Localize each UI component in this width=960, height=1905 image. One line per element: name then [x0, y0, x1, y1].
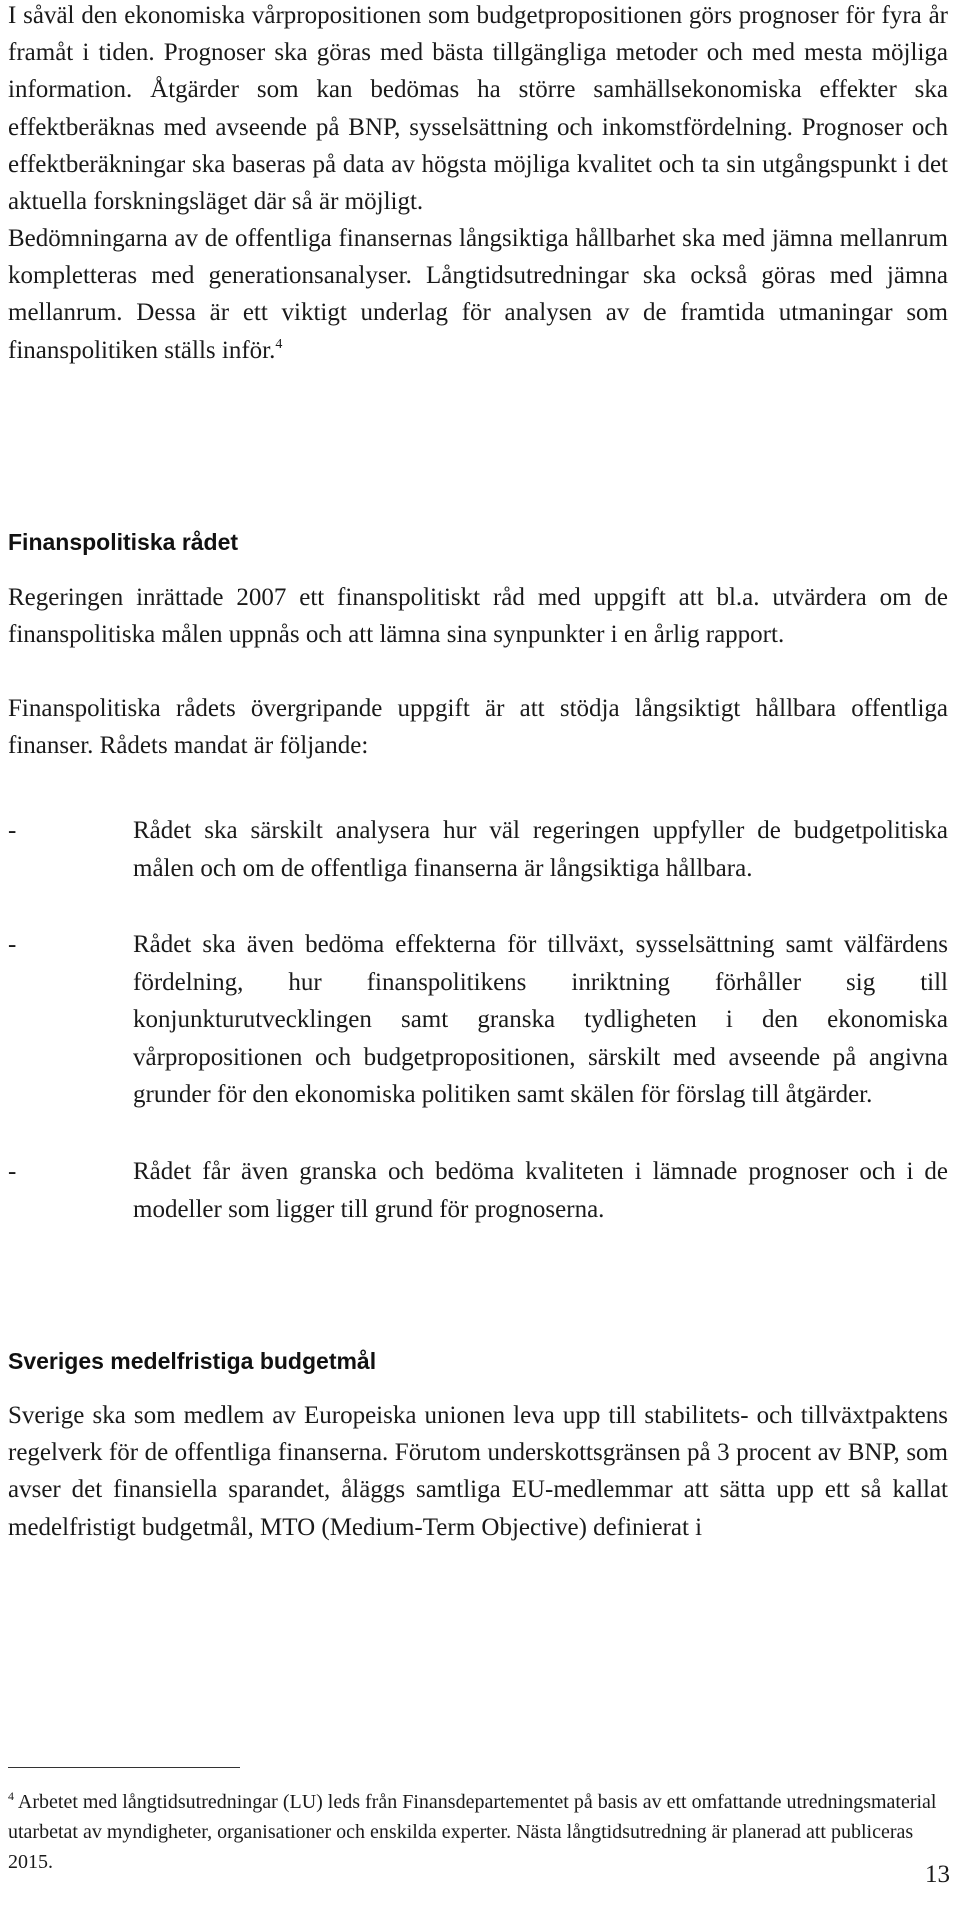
section-heading-fiscal-council: Finanspolitiska rådet	[8, 529, 239, 555]
footnote-marker: 4	[8, 1789, 14, 1803]
list-item	[8, 812, 948, 887]
paragraph-eu-rules: Sverige ska som medlem av Europeiska unionen leva upp till stabilitets- och tillväxtpaktens regelverk för de offentliga finanserna. Förutom underskottsgränsen på 3 procent av BNP, som avser det finansiella sparandet, åläggs samtliga EU-medlemmar att sätta upp ett så kallat medelfristigt budgetmål, MTO (Medium-Term Objective) definierat i	[8, 1402, 948, 1541]
footnote-divider	[8, 1767, 240, 1768]
section-heading-mto: Sveriges medelfristiga budgetmål	[8, 1348, 377, 1374]
paragraph-sustainability	[8, 220, 948, 369]
paragraph-council-established: Regeringen inrättade 2007 ett finanspolitiskt råd med uppgift att bl.a. utvärdera om de finanspolitiska målen uppnås och att lämna sina synpunkter i en årlig rapport.	[8, 584, 948, 649]
list-dash: -	[8, 817, 17, 844]
list-item	[8, 926, 948, 1114]
list-item-text: Rådet ska även bedöma effekterna för tillväxt, sysselsättning samt välfärdens fördelning, hur finanspolitikens inriktning förhåller sig till konjunkturutvecklingen samt granska tydligheten i den ekonomiska vårpropositionen och budgetpropositionen, särskilt med avseende på angivna grunder för den ekonomiska politiken samt skälen för förslag till åtgärder.	[133, 931, 948, 1109]
list-dash: -	[8, 1158, 17, 1185]
page-number: 13	[925, 1861, 950, 1888]
paragraph-sustainability-text: Bedömningarna av de offentliga finansernas långsiktiga hållbarhet ska med jämna mellanrum kompletteras med generationsanalyser. Långtidsutredningar ska också göras med jämna mellanrum. Dessa är ett viktigt underlag för analysen av de framtida utmaningar som finanspolitiken ställs inför.	[8, 225, 948, 364]
list-item-text: Rådet ska särskilt analysera hur väl regeringen uppfyller de budgetpolitiska målen och om de offentliga finanserna är långsiktiga hållbara.	[133, 817, 948, 882]
list-dash: -	[8, 931, 17, 958]
list-item	[8, 1153, 948, 1228]
footnote-text: Arbetet med långtidsutredningar (LU) leds från Finansdepartementet på basis av ett omfattande utredningsmaterial utarbetat av myndigheter, organisationer och enskilda experter. Nästa långtidsutredning är planerad att publiceras 2015.	[8, 1791, 937, 1873]
list-item-text: Rådet får även granska och bedöma kvaliteten i lämnade prognoser och i de modeller som ligger till grund för prognoserna.	[133, 1158, 948, 1223]
paragraph-council-mandate: Finanspolitiska rådets övergripande uppgift är att stödja långsiktigt hållbara offentliga finanser. Rådets mandat är följande:	[8, 695, 948, 760]
footnote	[8, 1787, 948, 1877]
footnote-reference[interactable]: 4	[275, 336, 283, 352]
paragraph-forecasts: I såväl den ekonomiska vårpropositionen som budgetpropositionen görs prognoser för fyra år framåt i tiden. Prognoser ska göras med bästa tillgängliga metoder och med mesta möjliga information. Åtgärder som kan bedömas ha större samhällsekonomiska effekter ska effektberäknas med avseende på BNP, sysselsättning och inkomstfördelning. Prognoser och effektberäkningar ska baseras på data av högsta möjliga kvalitet och ta sin utgångspunkt i det aktuella forskningsläget där så är möjligt.	[8, 2, 948, 216]
